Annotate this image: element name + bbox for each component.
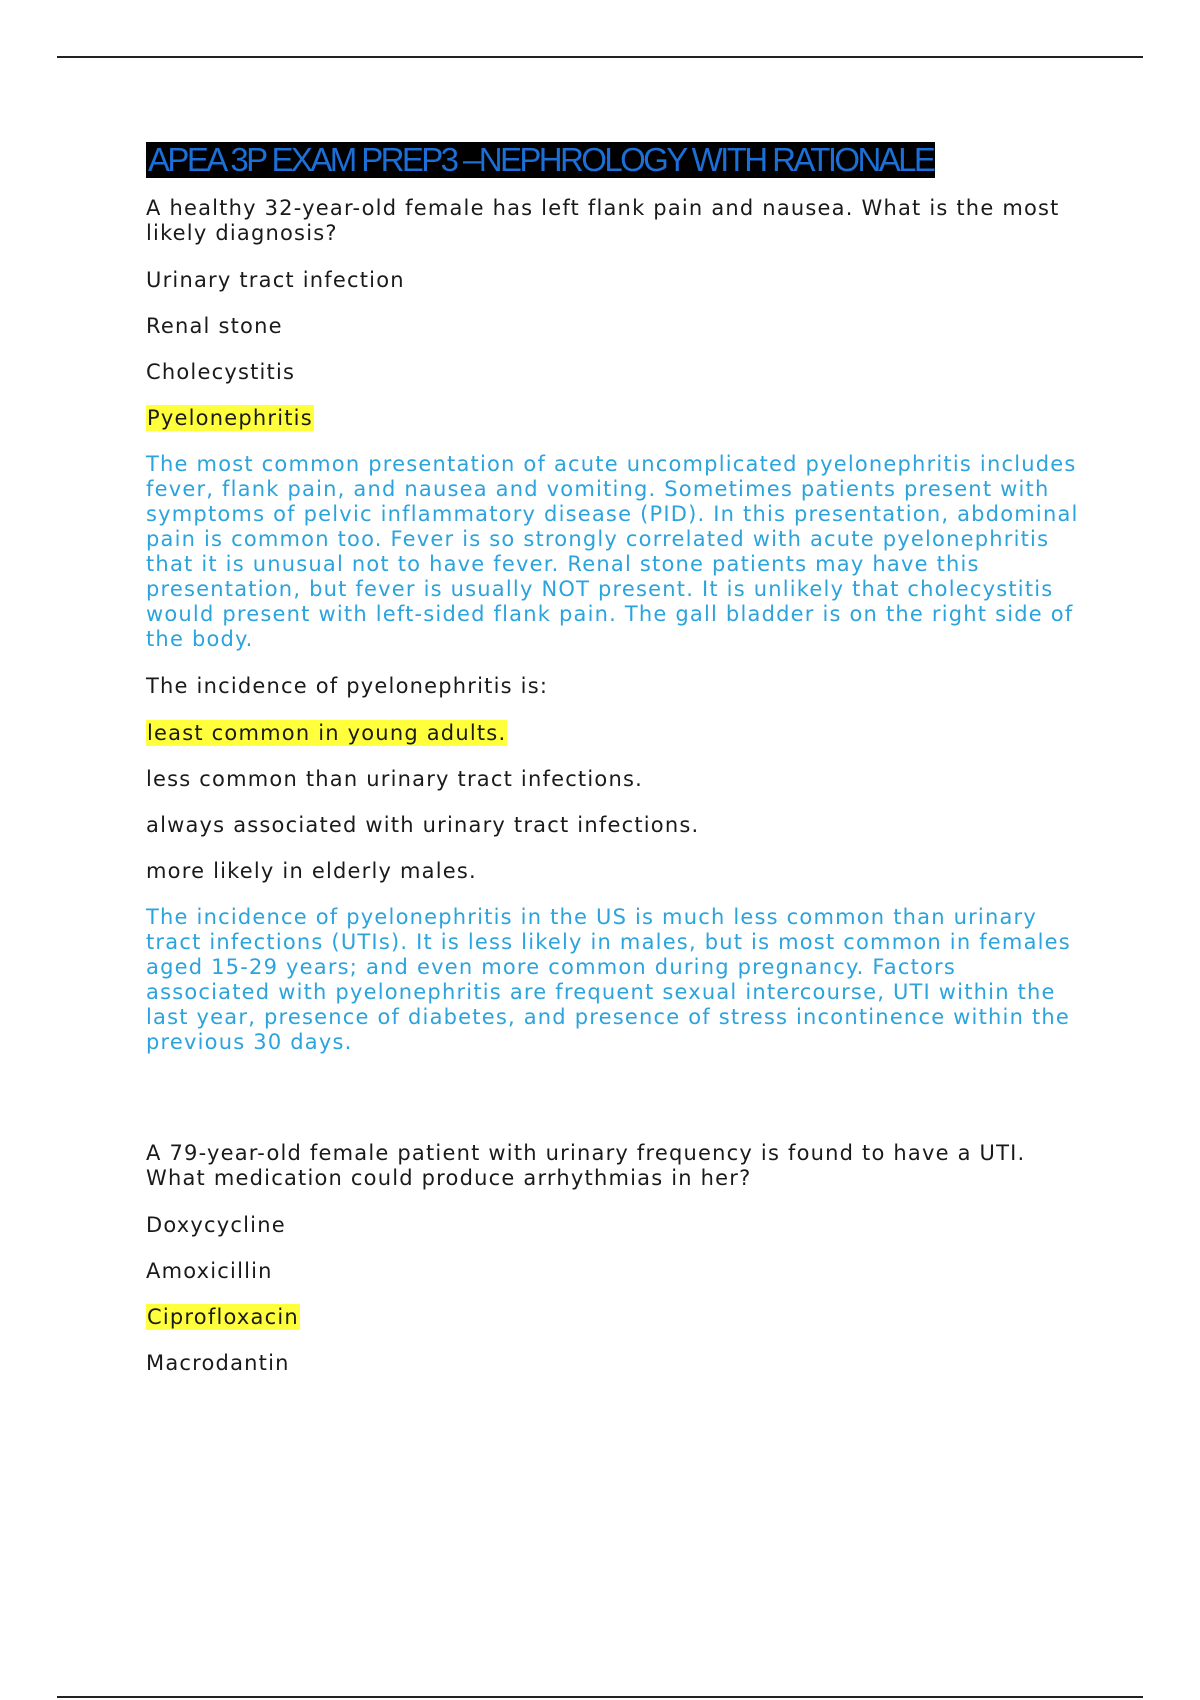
option-label: more likely in elderly males. [146, 859, 477, 883]
correct-answer-option [146, 406, 1086, 431]
question-text: The incidence of pyelonephritis is: [146, 674, 549, 698]
option-label: Urinary tract infection [146, 268, 405, 292]
question-text: A 79-year-old female patient with urinary frequency is found to have a UTI. What medication could produce arrhythmias in her? [146, 1141, 1026, 1190]
header-rule [57, 56, 1143, 58]
answer-option [146, 1213, 1086, 1238]
answer-option [146, 813, 1086, 838]
answer-option [146, 1259, 1086, 1284]
option-label: always associated with urinary tract infections. [146, 813, 700, 837]
answer-option [146, 360, 1086, 385]
question-block [146, 1141, 1086, 1376]
rationale-text: The incidence of pyelonephritis in the US is much less common than urinary tract infections (UTIs). It is less likely in males, but is most common in females aged 15-29 years; and even more common during pregnancy. Factors associated with pyelonephritis are frequent sexual intercourse, UTI within the last year, presence of diabetes, and presence of stress incontinence within the previous 30 days. [146, 905, 1071, 1054]
option-label: less common than urinary tract infections. [146, 767, 643, 791]
highlighted-answer: Ciprofloxacin [147, 1305, 299, 1329]
document-body [146, 142, 1086, 1397]
highlighted-answer: Pyelonephritis [147, 406, 313, 430]
option-label: Amoxicillin [146, 1259, 273, 1283]
question-block [146, 674, 1086, 1055]
rationale-text: The most common presentation of acute uncomplicated pyelonephritis includes fever, flank pain, and nausea and vomiting. Sometimes patients present with symptoms of pelvic inflammatory disease (PID). In this presentation, abdominal pain is common too. Fever is so strongly correlated with acute pyelonephritis that it is unusual not to have fever. Renal stone patients may have this presentation, but fever is usually NOT present. It is unlikely that cholecystitis would present with left-sided flank pain. The gall bladder is on the right side of the body. [146, 452, 1079, 651]
highlighted-answer: least common in young adults. [147, 721, 507, 745]
answer-option [146, 314, 1086, 339]
option-label: Doxycycline [146, 1213, 286, 1237]
answer-option [146, 1351, 1086, 1376]
question-block [146, 196, 1086, 652]
option-label: Cholecystitis [146, 360, 296, 384]
answer-option [146, 859, 1086, 884]
answer-option [146, 767, 1086, 792]
answer-option [146, 268, 1086, 293]
question-text: A healthy 32-year-old female has left flank pain and nausea. What is the most likely diagnosis? [146, 196, 1060, 245]
document-title: APEA 3P EXAM PREP3 –NEPHROLOGY WITH RATIONALE [148, 141, 934, 178]
correct-answer-option [146, 721, 1086, 746]
footer-rule [57, 1696, 1143, 1698]
option-label: Renal stone [146, 314, 283, 338]
option-label: Macrodantin [146, 1351, 290, 1375]
correct-answer-option [146, 1305, 1086, 1330]
section-spacer [146, 1077, 1086, 1141]
